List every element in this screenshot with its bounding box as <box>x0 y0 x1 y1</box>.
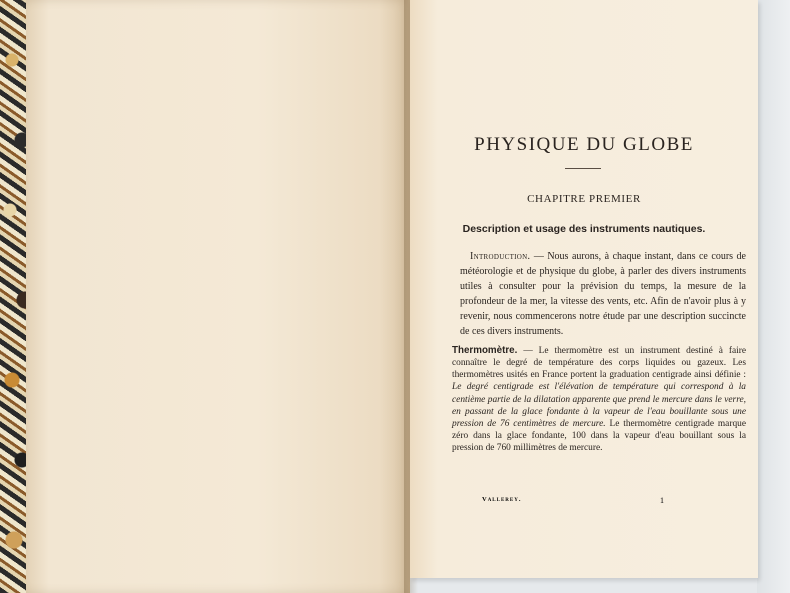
thermometre-lead: Thermomètre. <box>452 345 518 356</box>
thermometre-text-1: — Le thermomètre est un instrument destiné à faire connaître le degré de température des corps liquides ou gazeux. Les thermomètres usités en France portent la graduation centigrade ainsi définie : <box>452 346 746 381</box>
left-page-blank <box>26 0 410 593</box>
thermometre-text-2: Le thermomètre centigrade marque zéro dans la glace fondante, 100 dans la vapeur d'eau bouillant sous la pression de 760 millimètres de mercure. <box>452 418 746 454</box>
title-divider <box>565 168 601 169</box>
page-number: 1 <box>660 496 664 505</box>
thermometre-definition: Le degré centigrade est l'élévation de température qui correspond à la centième partie de la dilatation apparente que prend le mercure dans le verre, en passant de la glace fondante à la vapeur de l'eau bouillante sous une pression de 76 centimètres de mercure. <box>452 382 746 429</box>
table-surface <box>757 0 790 593</box>
section-title: Description et usage des instruments nautiques. <box>462 223 706 235</box>
printer-signature: Vallerey. <box>482 496 522 503</box>
right-page <box>410 0 758 578</box>
introduction-text: — Nous aurons, à chaque instant, dans ce cours de météorologie et de physique du globe, à parler des divers instruments utiles à consulter pour la prévision du temps, la mesure de la profondeur de la mer, la vitesse des vents, etc. Afin de n'avoir plus à y revenir, nous commencerons notre étude par une description succincte de ces divers instruments. <box>460 251 746 337</box>
thermometre-paragraph <box>452 345 746 454</box>
page-title: PHYSIQUE DU GLOBE <box>474 134 694 155</box>
introduction-lead: Introduction. <box>470 251 531 262</box>
introduction-paragraph <box>460 250 746 339</box>
chapter-heading: CHAPITRE PREMIER <box>527 193 641 205</box>
